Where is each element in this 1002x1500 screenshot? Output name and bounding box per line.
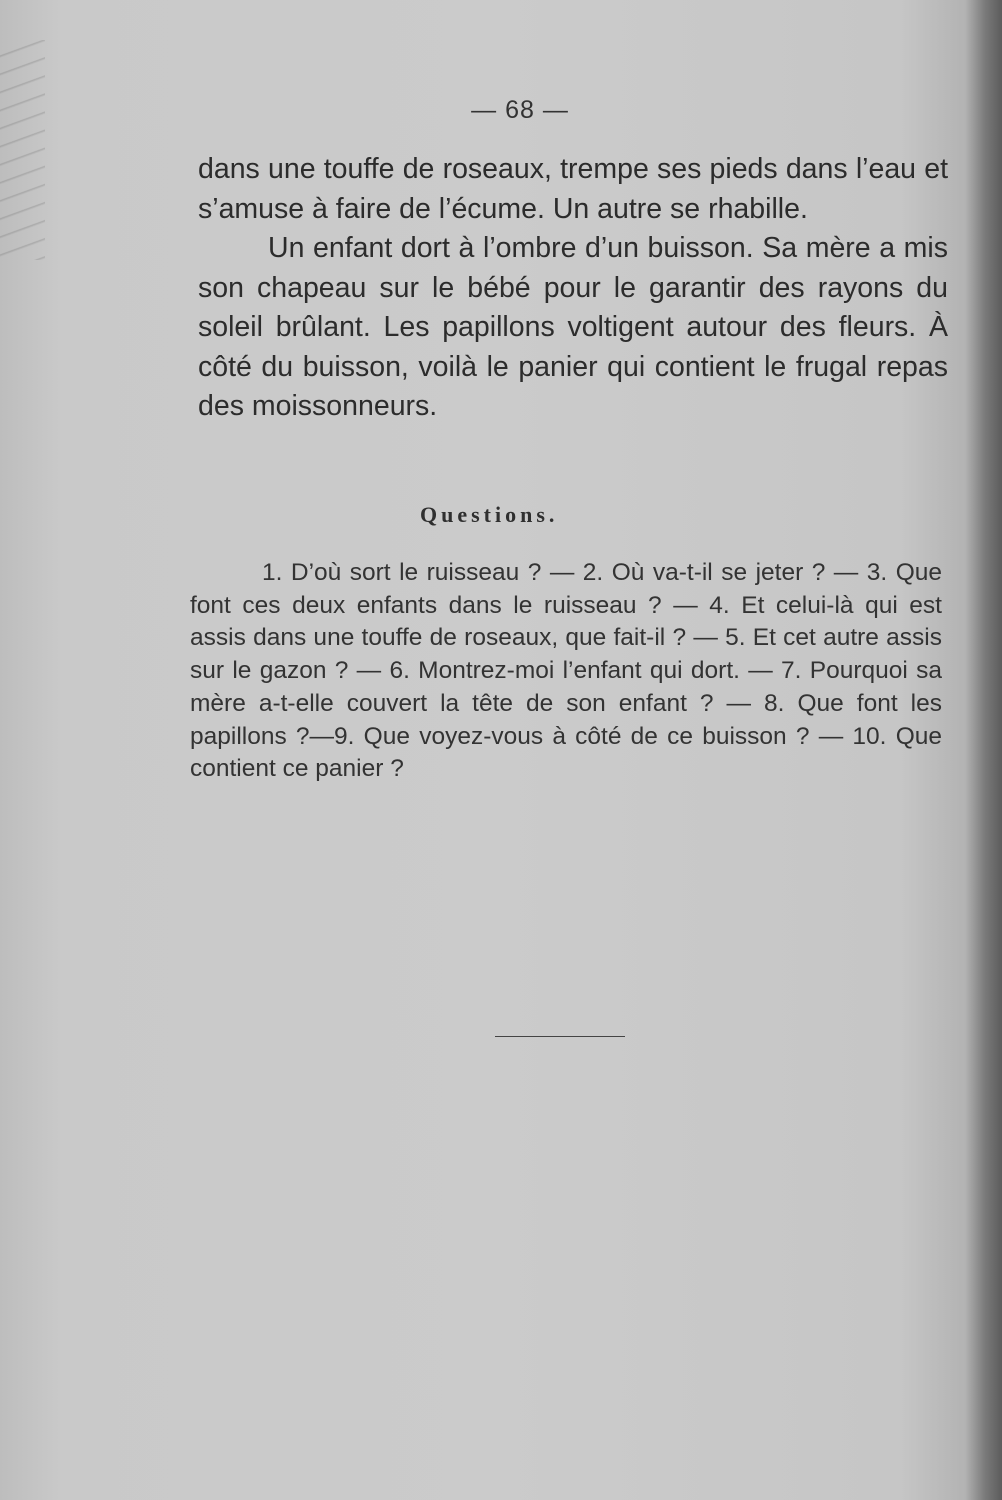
margin-bleed-marks — [0, 40, 45, 260]
questions-heading: Questions. — [420, 502, 559, 527]
body-text — [198, 150, 948, 427]
page-number: — 68 — — [471, 96, 569, 124]
questions-paragraph: 1. D’où sort le ruisseau ? — 2. Où va-t-il se jeter ? — 3. Que font ces deux enfants dans le ruisseau ? — 4. Et celui-là qui est assis dans une touffe de roseaux, que fait-il ? — 5. Et cet autre assis sur le gazon ? — 6. Montrez-moi l’enfant qui dort. — 7. Pourquoi sa mère a-t-elle couvert la tête de son enfant ? — 8. Que font les papillons ?—9. Que voyez-vous à côté de ce buisson ? — 10. Que contient ce panier ? — [190, 559, 942, 783]
questions-list — [190, 557, 942, 786]
paragraph-continued: dans une touffe de roseaux, trempe ses pieds dans l’eau et s’amuse à faire de l’écume. Un autre se rhabille. — [198, 153, 948, 225]
paragraph-sleeping-child: Un enfant dort à l’ombre d’un buisson. Sa mère a mis son chapeau sur le bébé pour le garantir des rayons du soleil brûlant. Les papillons voltigent autour des fleurs. À côté du buisson, voilà le panier qui contient le frugal repas des moissonneurs. — [198, 232, 948, 422]
section-end-rule — [495, 1036, 625, 1037]
